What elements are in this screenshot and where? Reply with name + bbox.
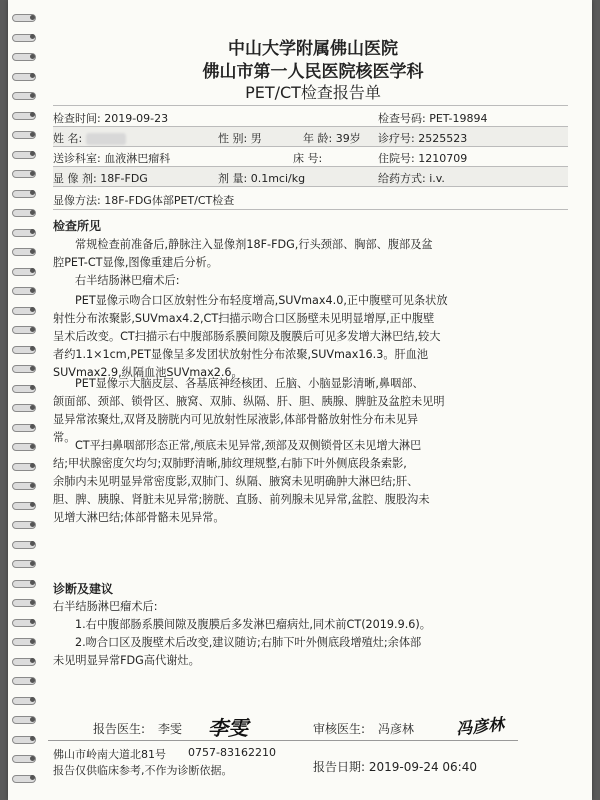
binding-hole [30, 405, 35, 410]
report-content [48, 0, 578, 800]
report-date: 报告日期: 2019-09-24 06:40 [313, 760, 477, 774]
text-line: 结;甲状腺密度欠均匀;双肺野清晰,肺纹理规整,右肺下叶外侧底段条索影, [53, 457, 407, 470]
inpatient-number: 住院号: 1210709 [378, 152, 468, 165]
text-line: 胆、脾、胰腺、肾脏未见异常;膀胱、直肠、前列腺未见异常,盆腔、腹股沟未 [53, 493, 430, 506]
text-line: 呈术后改变。CT扫描示右中腹部肠系膜间隙及腹膜后可见多发增大淋巴结,较大 [53, 330, 441, 343]
text-line: 2.吻合口区及腹壁术后改变,建议随访;右肺下叶外侧底段增殖灶;余体部 [75, 636, 422, 649]
reviewer-label: 审核医生: [313, 722, 366, 736]
findings-heading: 检查所见 [53, 219, 102, 233]
doctor-label: 报告医生: [93, 722, 146, 736]
text-line: 右半结肠淋巴瘤术后: [75, 274, 180, 287]
disclaimer: 报告仅供临床参考,不作为诊断依据。 [53, 764, 233, 777]
binding-hole [30, 151, 35, 156]
hospital-address: 佛山市岭南大道北81号 [53, 748, 166, 761]
binding-hole [30, 541, 35, 546]
doctor-name: 李雯 [158, 722, 183, 736]
binding-hole [30, 639, 35, 644]
binding-hole [30, 756, 35, 761]
binding-hole [30, 54, 35, 59]
binding-hole [30, 444, 35, 449]
divider [53, 105, 568, 106]
gender: 性 别: 男 [218, 132, 262, 145]
binding-hole [30, 424, 35, 429]
divider [53, 146, 568, 147]
reviewer-name: 冯彦林 [378, 722, 415, 736]
footer-line [48, 740, 518, 741]
referring-dept: 送诊科室: 血液淋巴瘤科 [53, 152, 171, 165]
report-paper [8, 0, 592, 800]
binding-hole [30, 288, 35, 293]
age: 年 龄: 39岁 [303, 132, 361, 145]
binding-hole [30, 658, 35, 663]
redacted-name [86, 133, 126, 145]
report-title: PET/CT检查报告单 [245, 83, 381, 102]
binding-hole [30, 561, 35, 566]
imaging-method: 显像方法: 18F-FDG体部PET/CT检查 [53, 194, 235, 207]
binding-hole [30, 580, 35, 585]
binding-hole [30, 619, 35, 624]
binding-hole [30, 249, 35, 254]
text-line: 颌面部、颈部、锁骨区、腋窝、双肺、纵隔、肝、胆、胰腺、脾脏及盆腔未见明 [53, 395, 445, 408]
binding-hole [30, 775, 35, 780]
text-line: 未见明显异常FDG高代谢灶。 [53, 654, 200, 667]
imaging-agent: 显 像 剂: 18F-FDG [53, 172, 148, 185]
text-line: 显异常浓聚灶,双肾及膀胱内可见放射性尿液影,体部骨骼放射性分布未见异 [53, 413, 419, 426]
binding-hole [30, 112, 35, 117]
text-line: 见增大淋巴结;体部骨骼未见异常。 [53, 511, 225, 524]
binding-hole [30, 73, 35, 78]
diagnosis-text [53, 598, 431, 670]
binding-hole [30, 229, 35, 234]
reviewer-signature: 冯彦林 [455, 714, 505, 739]
findings-p5 [53, 437, 430, 527]
binding-hole [30, 366, 35, 371]
patient-name [53, 130, 126, 146]
findings-p1 [53, 236, 433, 290]
name-label: 姓 名: [53, 132, 83, 145]
divider [53, 209, 568, 210]
binding-hole [30, 132, 35, 137]
binding-hole [30, 600, 35, 605]
bed-number: 床 号: [293, 152, 323, 165]
binding-hole [30, 522, 35, 527]
binding-hole [30, 307, 35, 312]
binding-hole [30, 171, 35, 176]
binding-hole [30, 210, 35, 215]
text-line: SUVmax2.9,纵隔血池SUVmax2.6。 [53, 366, 243, 379]
text-line: PET显像示吻合口区放射性分布轻度增高,SUVmax4.0,正中腹壁可见条状放 [75, 294, 448, 307]
binding-hole [30, 697, 35, 702]
text-line: 1.右中腹部肠系膜间隙及腹膜后多发淋巴瘤病灶,同术前CT(2019.9.6)。 [75, 618, 431, 631]
text-line: 者约1.1×1cm,PET显像呈多发团状放射性分布浓聚,SUVmax16.3。肝血池 [53, 348, 429, 361]
department-name: 佛山市第一人民医院核医学科 [202, 62, 424, 82]
binding-hole [30, 15, 35, 20]
text-line: 射性分布浓聚影,SUVmax4.2,CT扫描示吻合口区肠壁未见明显增厚,正中腹壁 [53, 312, 435, 325]
hospital-name: 中山大学附属佛山医院 [228, 39, 398, 59]
doctor-signature: 李雯 [208, 716, 248, 740]
findings-p3 [53, 292, 448, 382]
binding-hole [30, 483, 35, 488]
binding-hole [30, 736, 35, 741]
spiral-binding [8, 0, 38, 800]
text-line: PET显像示大脑皮层、各基底神经核团、丘脑、小脑显影清晰,鼻咽部、 [75, 377, 424, 390]
text-line: 腔PET-CT显像,图像重建后分析。 [53, 256, 218, 269]
binding-hole [30, 502, 35, 507]
binding-hole [30, 385, 35, 390]
text-line: 常。 [53, 431, 76, 444]
text-line: CT平扫鼻咽部形态正常,颅底未见异常,颈部及双侧锁骨区未见增大淋巴 [75, 439, 422, 452]
binding-hole [30, 717, 35, 722]
clinic-number: 诊疗号: 2525523 [378, 132, 468, 145]
binding-hole [30, 268, 35, 273]
binding-hole [30, 463, 35, 468]
diagnosis-heading: 诊断及建议 [53, 582, 114, 596]
exam-time: 检查时间: 2019-09-23 [53, 112, 169, 125]
dose: 剂 量: 0.1mci/kg [218, 172, 306, 185]
text-line: 右半结肠淋巴瘤术后: [53, 600, 158, 613]
text-line: 常规检查前准备后,静脉注入显像剂18F-FDG,行头颈部、胸部、腹部及盆 [75, 238, 433, 251]
binding-hole [30, 93, 35, 98]
binding-hole [30, 34, 35, 39]
divider [53, 186, 568, 187]
text-line: 余肺内未见明显异常密度影,双肺门、纵隔、腋窝未见明确肿大淋巴结;肝、 [53, 475, 419, 488]
binding-hole [30, 346, 35, 351]
binding-hole [30, 327, 35, 332]
binding-hole [30, 190, 35, 195]
exam-number: 检查号码: PET-19894 [378, 112, 488, 125]
binding-hole [30, 678, 35, 683]
admin-route: 给药方式: i.v. [378, 172, 445, 185]
hospital-phone: 0757-83162210 [188, 746, 276, 759]
